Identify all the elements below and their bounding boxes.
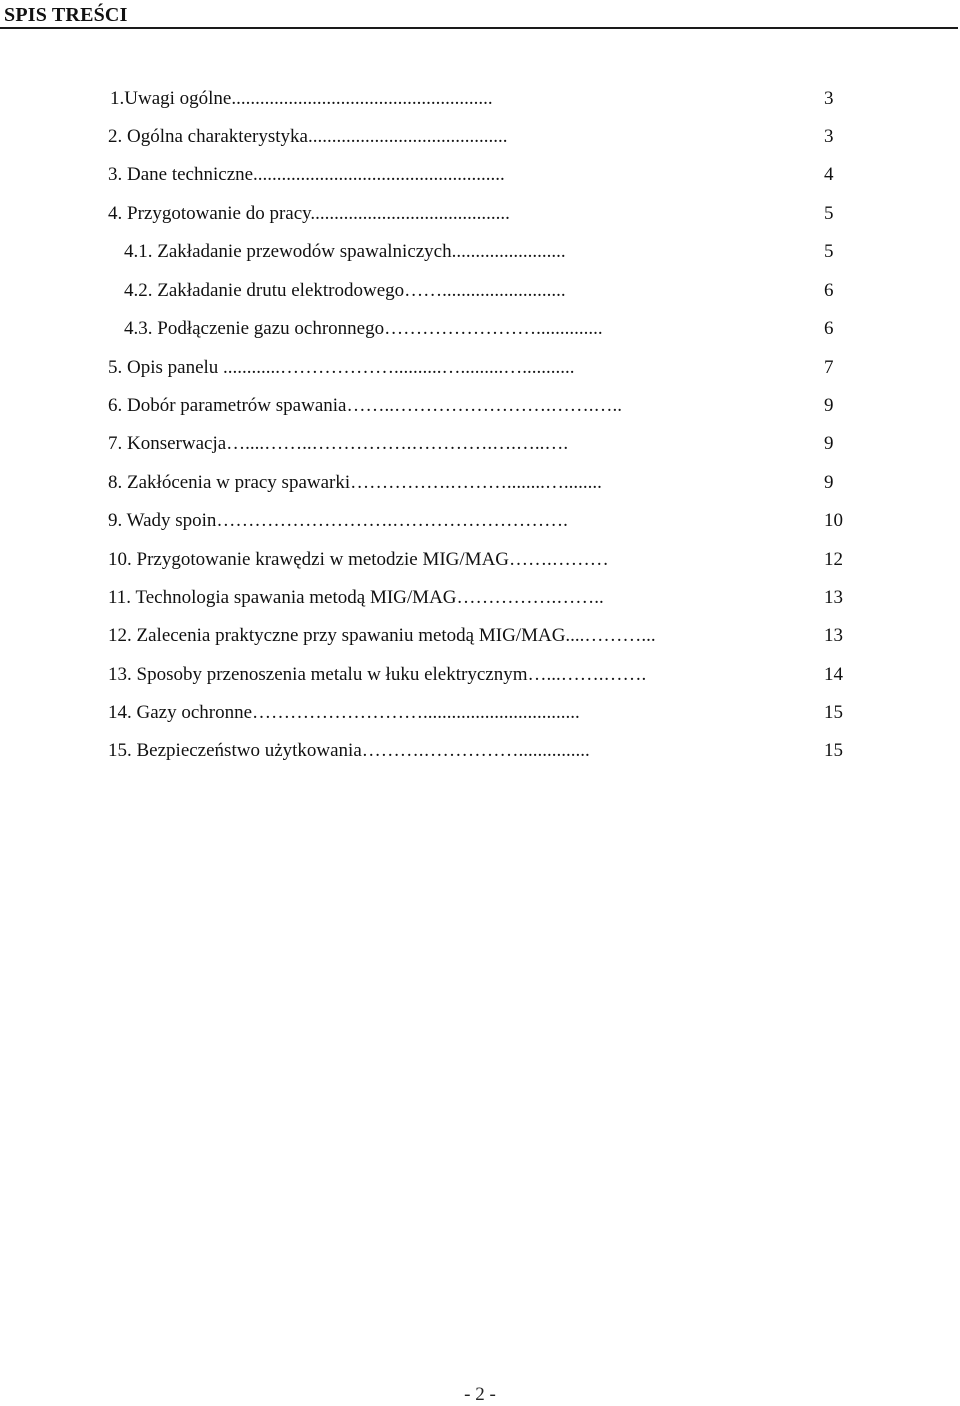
toc-entry-title: 15. Bezpieczeństwo użytkowania……….……………............... <box>108 740 590 761</box>
toc-entry-title: 4.3. Podłączenie gazu ochronnego…………………….............. <box>124 318 603 339</box>
toc-entry-page: 4 <box>824 164 834 185</box>
toc-entry-9[interactable] <box>0 506 960 536</box>
toc-entry-page: 9 <box>824 472 834 493</box>
page-title: SPIS TREŚCI <box>4 4 128 26</box>
toc-entry-page: 9 <box>824 395 834 416</box>
toc-entry-title: 3. Dane techniczne..................................................... <box>108 164 505 185</box>
toc-entry-page: 15 <box>824 740 843 761</box>
toc-entry-page: 15 <box>824 702 843 723</box>
toc-entry-8[interactable] <box>0 468 960 498</box>
toc-entry-4-1[interactable] <box>0 237 960 267</box>
toc-entry-6[interactable] <box>0 391 960 421</box>
toc-entry-page: 9 <box>824 433 834 454</box>
toc-entry-14[interactable] <box>0 698 960 728</box>
toc-entry-title: 10. Przygotowanie krawędzi w metodzie MIG/MAG…….……… <box>108 549 609 570</box>
toc-entry-page: 6 <box>824 280 834 301</box>
toc-entry-4-2[interactable] <box>0 276 960 306</box>
toc-entry-page: 12 <box>824 549 843 570</box>
toc-entry-page: 5 <box>824 203 834 224</box>
toc-entry-page: 14 <box>824 664 843 685</box>
toc-entry-15[interactable] <box>0 736 960 766</box>
toc-entry-title: 1.Uwagi ogólne....................................................... <box>110 88 493 109</box>
page-number: - 2 - <box>464 1384 496 1405</box>
toc-entry-title: 11. Technologia spawania metodą MIG/MAG…………….…….. <box>108 587 604 608</box>
toc-entry-page: 3 <box>824 88 834 109</box>
toc-entry-page: 10 <box>824 510 843 531</box>
toc-entry-title: 8. Zakłócenia w pracy spawarki…………….………........…........ <box>108 472 602 493</box>
toc-entry-title: 2. Ogólna charakterystyka.......................................... <box>108 126 508 147</box>
toc-entry-page: 3 <box>824 126 834 147</box>
toc-entry-title: 7. Konserwacja…....……..…………….………….….…..…. <box>108 433 569 454</box>
toc-entry-2[interactable] <box>0 122 960 152</box>
toc-entry-title: 4.2. Zakładanie drutu elektrodowego…….......................... <box>124 280 566 301</box>
toc-entry-12[interactable] <box>0 621 960 651</box>
toc-entry-page: 13 <box>824 587 843 608</box>
toc-entry-title: 4.1. Zakładanie przewodów spawalniczych........................ <box>124 241 566 262</box>
toc-entry-title: 14. Gazy ochronne………………………................................. <box>108 702 580 723</box>
toc-entry-title: 13. Sposoby przenoszenia metalu w łuku elektrycznym…...…….……. <box>108 664 647 685</box>
toc-entry-page: 6 <box>824 318 834 339</box>
toc-entry-11[interactable] <box>0 583 960 613</box>
toc-entry-1[interactable] <box>0 84 960 114</box>
toc-entry-title: 4. Przygotowanie do pracy.......................................... <box>108 203 510 224</box>
toc-entry-5[interactable] <box>0 353 960 383</box>
toc-entry-page: 7 <box>824 357 834 378</box>
toc-entry-4-3[interactable] <box>0 314 960 344</box>
toc-entry-page: 5 <box>824 241 834 262</box>
toc-entry-7[interactable] <box>0 429 960 459</box>
page-footer <box>0 1384 960 1406</box>
toc-entry-title: 9. Wady spoin……………………….………………………. <box>108 510 568 531</box>
toc-entry-4[interactable] <box>0 199 960 229</box>
toc-entry-3[interactable] <box>0 160 960 190</box>
toc-entry-title: 5. Opis panelu ............………………..........….........…........... <box>108 357 575 378</box>
toc-entry-page: 13 <box>824 625 843 646</box>
toc-entry-title: 6. Dobór parametrów spawania……..…………………….…….….. <box>108 395 622 416</box>
toc-entry-title: 12. Zalecenia praktyczne przy spawaniu metodą MIG/MAG....………... <box>108 625 656 646</box>
toc-entry-13[interactable] <box>0 660 960 690</box>
toc-entry-10[interactable] <box>0 545 960 575</box>
